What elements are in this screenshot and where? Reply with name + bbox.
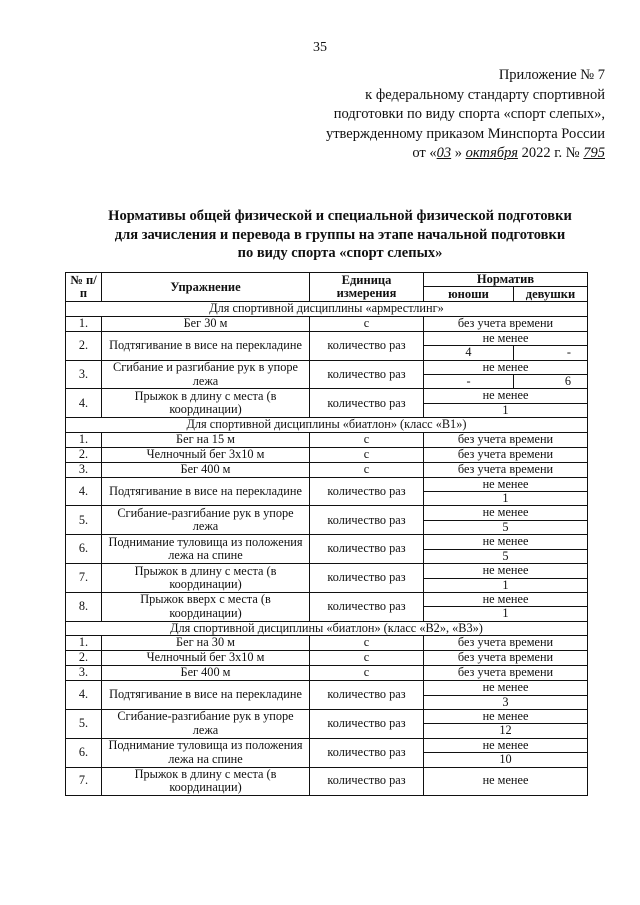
row-num: 5. xyxy=(66,709,102,738)
unit: с xyxy=(310,462,424,477)
row-num: 4. xyxy=(66,681,102,710)
row-num: 7. xyxy=(66,767,102,795)
table-row xyxy=(66,447,588,462)
date-year: 2022 г. № xyxy=(521,145,580,161)
exercise-name: Прыжок в длину с места (в координации) xyxy=(102,389,310,418)
unit: с xyxy=(310,447,424,462)
section-row xyxy=(66,621,588,635)
exercise-name: Челночный бег 3х10 м xyxy=(102,447,310,462)
norm-value: 1 xyxy=(424,492,588,506)
unit: с xyxy=(310,651,424,666)
unit: количество раз xyxy=(310,564,424,593)
norm-value: 5 xyxy=(424,549,588,563)
unit: с xyxy=(310,636,424,651)
norm-value: без учета времени xyxy=(424,462,588,477)
title-line-1: Нормативы общей физической и специальной физической подготовки xyxy=(108,208,572,224)
table-row xyxy=(66,666,588,681)
norm-boys: 4 xyxy=(424,346,514,360)
exercise-name: Подтягивание в висе на перекладине xyxy=(102,331,310,360)
norm-girls: 6 xyxy=(514,375,588,389)
unit: количество раз xyxy=(310,681,424,710)
norm-label: не менее xyxy=(424,360,588,374)
norm-label: не менее xyxy=(424,681,588,695)
norms-table xyxy=(65,272,588,796)
unit: количество раз xyxy=(310,535,424,564)
norm-value: 1 xyxy=(424,607,588,621)
row-num: 3. xyxy=(66,360,102,389)
table-row xyxy=(66,636,588,651)
norm-value: 12 xyxy=(424,724,588,738)
exercise-name: Поднимание туловища из положения лежа на спине xyxy=(102,535,310,564)
norm-value: без учета времени xyxy=(424,666,588,681)
exercise-name: Сгибание-разгибание рук в упоре лежа xyxy=(102,506,310,535)
row-num: 5. xyxy=(66,506,102,535)
date-month: октября xyxy=(465,145,518,161)
norm-label: не менее xyxy=(424,477,588,491)
row-num: 3. xyxy=(66,462,102,477)
norm-value: 10 xyxy=(424,753,588,767)
table-row xyxy=(66,738,588,752)
unit: количество раз xyxy=(310,738,424,767)
exercise-name: Бег на 15 м xyxy=(102,432,310,447)
norm-value: без учета времени xyxy=(424,316,588,331)
table-row xyxy=(66,360,588,374)
table-row xyxy=(66,389,588,403)
norm-girls: - xyxy=(514,346,588,360)
exercise-name: Бег на 30 м xyxy=(102,636,310,651)
order-number: 795 xyxy=(583,145,605,161)
norm-label: не менее xyxy=(424,564,588,578)
header-unit: Единица измерения xyxy=(310,273,424,302)
norm-label: не менее xyxy=(424,331,588,345)
exercise-name: Бег 400 м xyxy=(102,666,310,681)
row-num: 2. xyxy=(66,447,102,462)
row-num: 1. xyxy=(66,432,102,447)
header-boys: юноши xyxy=(424,287,514,302)
exercise-name: Сгибание-разгибание рук в упоре лежа xyxy=(102,709,310,738)
table-row xyxy=(66,564,588,578)
row-num: 6. xyxy=(66,535,102,564)
unit: количество раз xyxy=(310,360,424,389)
page-number: 35 xyxy=(313,40,327,55)
norm-label: не менее xyxy=(424,709,588,723)
norm-value: 5 xyxy=(424,520,588,534)
unit: количество раз xyxy=(310,477,424,506)
unit: количество раз xyxy=(310,709,424,738)
appendix-header xyxy=(300,66,605,164)
document-title xyxy=(80,207,600,263)
table-row xyxy=(66,462,588,477)
table-row xyxy=(66,767,588,795)
norm-value: без учета времени xyxy=(424,432,588,447)
header-norm: Норматив xyxy=(424,273,588,287)
date-mid: » xyxy=(454,145,463,161)
unit: количество раз xyxy=(310,506,424,535)
table-row xyxy=(66,477,588,491)
exercise-name: Прыжок в длину с места (в координации) xyxy=(102,564,310,593)
exercise-name: Бег 400 м xyxy=(102,462,310,477)
header-girls: девушки xyxy=(514,287,588,302)
table-row xyxy=(66,506,588,520)
appendix-date-line xyxy=(300,144,605,164)
unit: с xyxy=(310,666,424,681)
norm-label: не менее xyxy=(424,506,588,520)
exercise-name: Прыжок вверх с места (в координации) xyxy=(102,592,310,621)
norm-boys: - xyxy=(424,375,514,389)
norm-label: не менее xyxy=(424,738,588,752)
norm-value: 1 xyxy=(424,578,588,592)
appendix-line-2: к федеральному стандарту спортивной xyxy=(365,86,605,103)
section-title: Для спортивной дисциплины «биатлон» (класс «В1») xyxy=(66,418,588,432)
row-num: 6. xyxy=(66,738,102,767)
unit: количество раз xyxy=(310,389,424,418)
exercise-name: Бег 30 м xyxy=(102,316,310,331)
table-row xyxy=(66,432,588,447)
appendix-line-3: подготовки по виду спорта «спорт слепых», xyxy=(333,106,605,122)
unit: с xyxy=(310,316,424,331)
unit: количество раз xyxy=(310,592,424,621)
title-line-2: для зачисления и перевода в группы на этапе начальной подготовки xyxy=(114,226,566,243)
header-num: № п/п xyxy=(66,273,102,302)
exercise-name: Подтягивание в висе на перекладине xyxy=(102,477,310,506)
table-row xyxy=(66,709,588,723)
row-num: 4. xyxy=(66,477,102,506)
unit: количество раз xyxy=(310,767,424,795)
row-num: 8. xyxy=(66,592,102,621)
table-row xyxy=(66,592,588,606)
section-title: Для спортивной дисциплины «биатлон» (класс «В2», «В3») xyxy=(66,621,588,635)
row-num: 1. xyxy=(66,316,102,331)
unit: количество раз xyxy=(310,331,424,360)
norms-table-body xyxy=(66,302,588,795)
norm-label: не менее xyxy=(424,767,588,795)
norm-label: не менее xyxy=(424,592,588,606)
section-title: Для спортивной дисциплины «армрестлинг» xyxy=(66,302,588,316)
section-row xyxy=(66,418,588,432)
table-row xyxy=(66,535,588,549)
table-row xyxy=(66,651,588,666)
row-num: 7. xyxy=(66,564,102,593)
table-row xyxy=(66,316,588,331)
exercise-name: Подтягивание в висе на перекладине xyxy=(102,681,310,710)
row-num: 2. xyxy=(66,331,102,360)
norm-value: без учета времени xyxy=(424,651,588,666)
exercise-name: Поднимание туловища из положения лежа на спине xyxy=(102,738,310,767)
norm-value: без учета времени xyxy=(424,447,588,462)
row-num: 4. xyxy=(66,389,102,418)
row-num: 2. xyxy=(66,651,102,666)
date-prefix: от « xyxy=(412,145,437,161)
norm-value: 1 xyxy=(424,403,588,417)
section-row xyxy=(66,302,588,316)
unit: с xyxy=(310,432,424,447)
table-row xyxy=(66,331,588,345)
exercise-name: Прыжок в длину с места (в координации) xyxy=(102,767,310,795)
exercise-name: Челночный бег 3х10 м xyxy=(102,651,310,666)
appendix-line-1: Приложение № 7 xyxy=(498,67,605,83)
title-line-3: по виду спорта «спорт слепых» xyxy=(237,245,443,261)
row-num: 3. xyxy=(66,666,102,681)
header-exercise: Упражнение xyxy=(102,273,310,302)
date-day: 03 xyxy=(436,145,452,161)
norm-label: не менее xyxy=(424,389,588,403)
norm-label: не менее xyxy=(424,535,588,549)
appendix-line-4: утвержденному приказом Минспорта России xyxy=(325,125,605,142)
norm-value: 3 xyxy=(424,695,588,709)
table-row xyxy=(66,681,588,695)
row-num: 1. xyxy=(66,636,102,651)
exercise-name: Сгибание и разгибание рук в упоре лежа xyxy=(102,360,310,389)
norm-value: без учета времени xyxy=(424,636,588,651)
